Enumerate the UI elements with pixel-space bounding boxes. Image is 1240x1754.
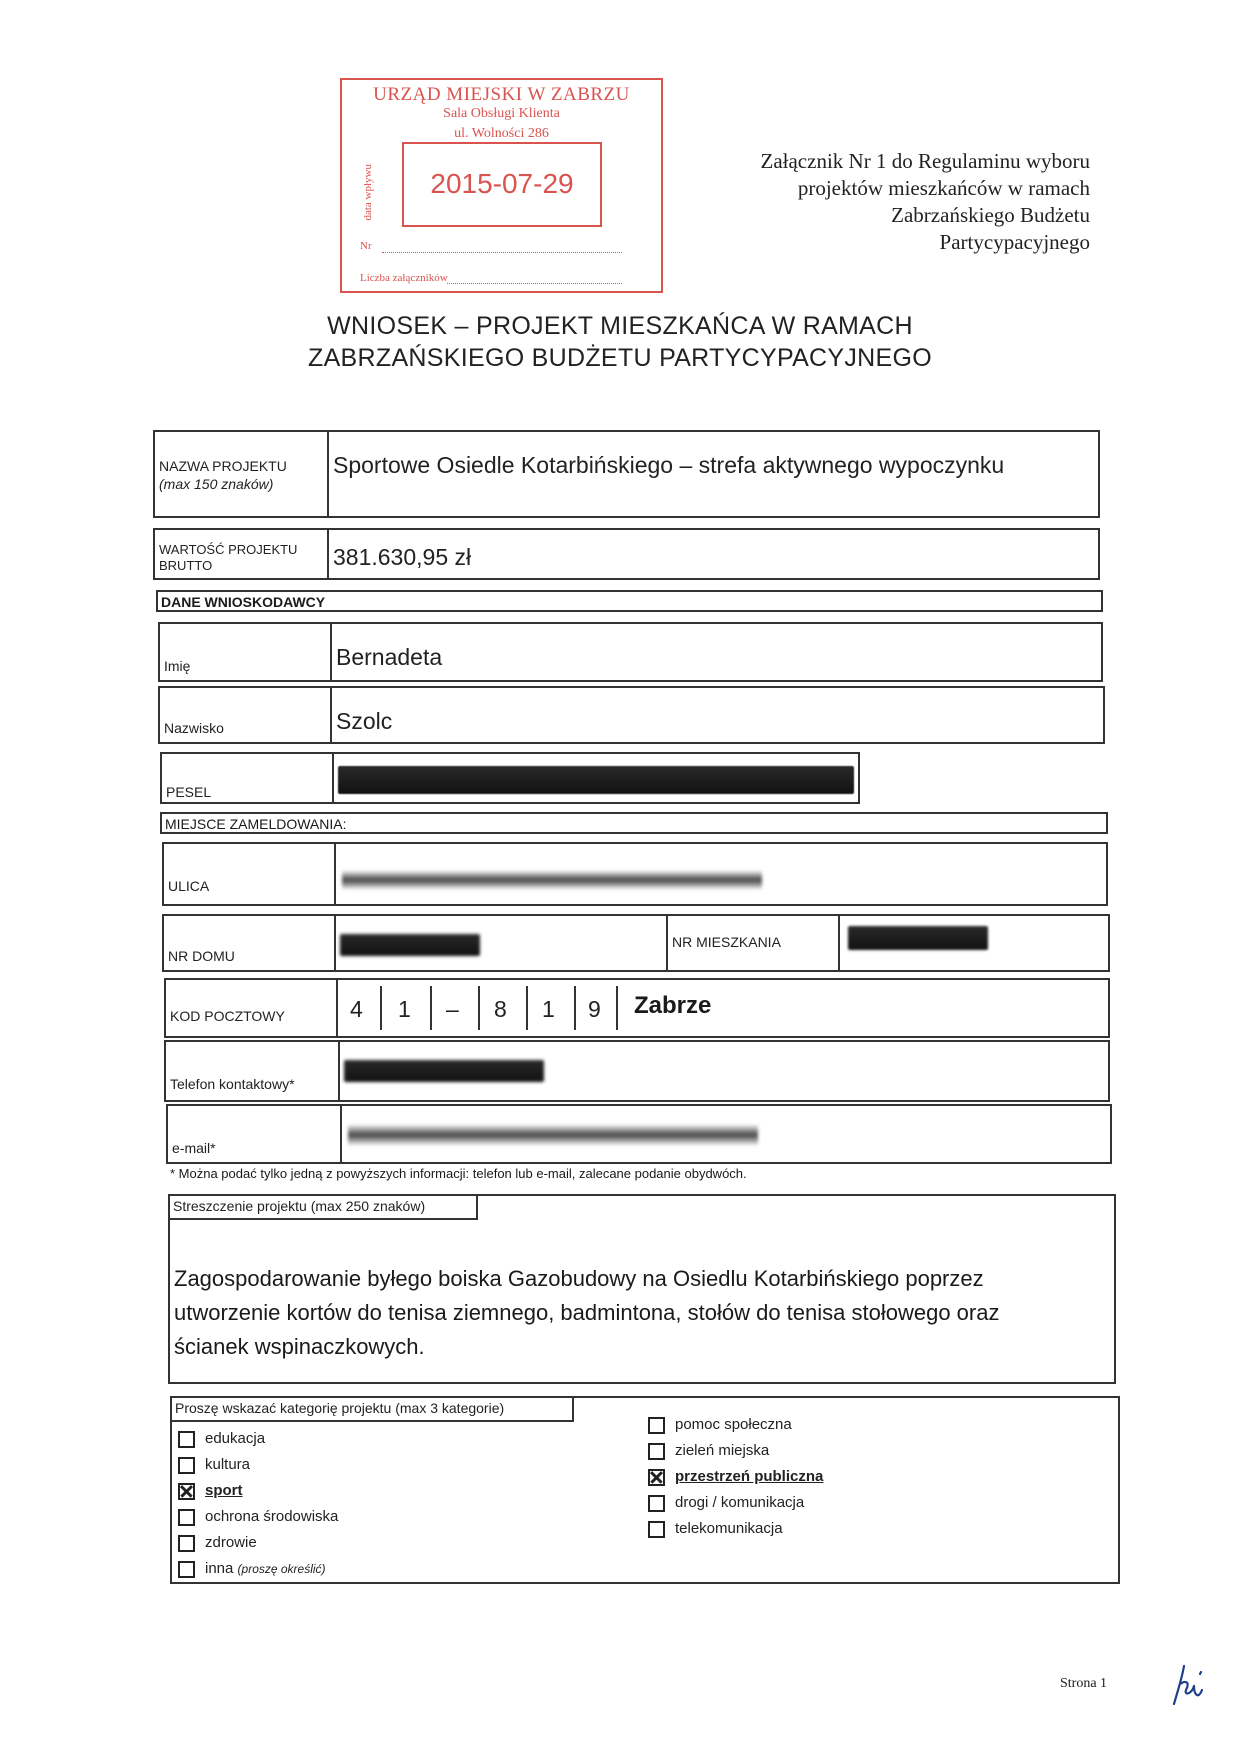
digit-divider: [526, 986, 528, 1030]
residence-section-header: [160, 812, 1108, 834]
digit-divider: [380, 986, 382, 1030]
house-label-cell: [164, 916, 336, 970]
summary-box: [168, 1194, 1116, 1384]
checkbox-icon[interactable]: [178, 1561, 195, 1578]
pesel-row: [160, 752, 860, 804]
checkbox-icon[interactable]: [648, 1521, 665, 1538]
checked-checkbox-icon[interactable]: [648, 1469, 665, 1486]
category-sport[interactable]: sport: [178, 1478, 578, 1504]
page-number: Strona 1: [1060, 1676, 1108, 1691]
attachment-line-3: Zabrzańskiego Budżetu: [891, 203, 1090, 227]
postal-code-label: KOD POCZTOWY: [170, 1008, 285, 1024]
category-zielen-miejska[interactable]: zieleń miejska: [648, 1438, 1048, 1464]
digit-divider: [430, 986, 432, 1030]
pesel-label-cell: [162, 754, 334, 802]
project-name-row: [153, 430, 1100, 518]
project-value-amount[interactable]: 381.630,95 zł: [333, 544, 472, 570]
postal-digit-3[interactable]: 8: [494, 996, 507, 1022]
phone-label: Telefon kontaktowy*: [170, 1076, 295, 1092]
summary-line-3: ścianek wspinaczkowych.: [174, 1334, 425, 1359]
phone-redacted-value: [344, 1060, 544, 1082]
attachment-line-4: Partycypacyjnego: [939, 230, 1090, 254]
stamp-hall: Sala Obsługi Klienta: [443, 106, 560, 121]
postal-label-cell: [166, 980, 338, 1036]
category-edukacja[interactable]: edukacja: [178, 1426, 578, 1452]
city-value[interactable]: Zabrze: [634, 992, 712, 1019]
signature: [1168, 1660, 1208, 1710]
project-value-label-1: WARTOŚĆ PROJEKTU: [159, 542, 298, 557]
applicant-section-header: [156, 590, 1103, 612]
last-name-row: [158, 686, 1105, 744]
last-name-label: Nazwisko: [164, 720, 224, 736]
signature-icon: [1168, 1660, 1208, 1710]
attachment-note: [670, 148, 1090, 256]
project-value-label-2: BRUTTO: [159, 558, 213, 573]
registration-stamp: [340, 78, 663, 293]
contact-footnote: * Można podać tylko jedną z powyższych informacji: telefon lub e-mail, zalecane podanie obydwóch.: [170, 1166, 747, 1181]
project-name-label-cell: [155, 432, 329, 516]
checkbox-icon[interactable]: [178, 1535, 195, 1552]
postal-digit-2[interactable]: 1: [398, 996, 411, 1022]
last-name-value[interactable]: Szolc: [336, 708, 393, 734]
house-number-redacted: [340, 934, 480, 956]
pesel-redacted-value: [338, 766, 854, 794]
summary-text[interactable]: [174, 1262, 1112, 1364]
street-redacted-value: [342, 870, 762, 890]
street-row: [162, 842, 1108, 906]
digit-divider: [478, 986, 480, 1030]
last-name-label-cell: [160, 688, 332, 742]
checkbox-icon[interactable]: [178, 1457, 195, 1474]
residence-section-title: MIEJSCE ZAMELDOWANIA:: [165, 816, 347, 832]
checkbox-icon[interactable]: [178, 1431, 195, 1448]
first-name-label: Imię: [164, 658, 191, 674]
street-label-cell: [164, 844, 336, 904]
house-number-label: NR DOMU: [168, 948, 235, 964]
attachment-line-2: projektów mieszkańców w ramach: [797, 176, 1090, 200]
category-inna[interactable]: inna (proszę określić): [178, 1556, 578, 1582]
category-box: [170, 1396, 1120, 1584]
stamp-attachments-label: Liczba załączników: [360, 272, 448, 284]
category-kultura[interactable]: kultura: [178, 1452, 578, 1478]
stamp-date: 2015-07-29: [430, 168, 574, 199]
postal-code-row: [164, 978, 1110, 1038]
applicant-section-title: DANE WNIOSKODAWCY: [161, 594, 326, 610]
project-name-label: NAZWA PROJEKTU: [159, 458, 287, 474]
postal-code-digits: [338, 986, 638, 1030]
pesel-label: PESEL: [166, 784, 212, 800]
summary-line-2: utworzenie kortów do tenisa ziemnego, badmintona, stołów do tenisa stołowego oraz: [174, 1300, 1000, 1325]
street-label: ULICA: [168, 878, 210, 894]
postal-digit-1[interactable]: 4: [350, 996, 363, 1022]
category-przestrzen-publiczna[interactable]: przestrzeń publiczna: [648, 1464, 1048, 1490]
checkbox-icon[interactable]: [178, 1509, 195, 1526]
checkbox-icon[interactable]: [648, 1443, 665, 1460]
project-name-hint: (max 150 znaków): [159, 476, 274, 492]
phone-row: [164, 1040, 1110, 1102]
project-value-row: [153, 528, 1100, 580]
summary-label-cell: [170, 1196, 478, 1220]
title-line-1: WNIOSEK – PROJEKT MIESZKAŃCA W RAMACH: [327, 312, 913, 340]
title-line-2: ZABRZAŃSKIEGO BUDŻETU PARTYCYPACYJNEGO: [308, 344, 932, 372]
email-row: [166, 1104, 1112, 1164]
stamp-side-label: data wpływu: [362, 164, 374, 221]
category-ochrona-srodowiska[interactable]: ochrona środowiska: [178, 1504, 578, 1530]
summary-label: Streszczenie projektu (max 250 znaków): [173, 1198, 426, 1214]
stamp-attachments-line: [447, 283, 622, 284]
category-list-right: [648, 1412, 1048, 1542]
stamp-nr-line: [382, 252, 622, 253]
email-label: e-mail*: [172, 1140, 216, 1156]
project-value-label-cell: [155, 530, 329, 578]
phone-label-cell: [166, 1042, 340, 1100]
flat-label-cell: [666, 916, 840, 970]
category-drogi-komunikacja[interactable]: drogi / komunikacja: [648, 1490, 1048, 1516]
flat-number-redacted: [848, 926, 988, 950]
checkbox-icon[interactable]: [648, 1417, 665, 1434]
category-list-left: [178, 1426, 578, 1582]
stamp-office: URZĄD MIEJSKI W ZABRZU: [373, 84, 630, 105]
document-title: [0, 310, 1240, 374]
stamp-nr-label: Nr: [360, 240, 372, 252]
category-label-cell: [172, 1398, 574, 1422]
category-pomoc-spoleczna[interactable]: pomoc społeczna: [648, 1412, 1048, 1438]
category-other-hint: (proszę określić): [237, 1562, 326, 1576]
category-label: Proszę wskazać kategorię projektu (max 3 kategorie): [175, 1400, 505, 1416]
summary-line-1: Zagospodarowanie byłego boiska Gazobudowy na Osiedlu Kotarbińskiego poprzez: [174, 1266, 984, 1291]
checked-checkbox-icon[interactable]: [178, 1483, 195, 1500]
email-redacted-value: [348, 1124, 758, 1146]
postal-digit-5[interactable]: 9: [588, 996, 601, 1022]
checkbox-icon[interactable]: [648, 1495, 665, 1512]
first-name-label-cell: [160, 624, 332, 680]
first-name-row: [158, 622, 1103, 682]
digit-divider: [616, 986, 618, 1030]
first-name-value[interactable]: Bernadeta: [336, 644, 443, 670]
attachment-line-1: Załącznik Nr 1 do Regulaminu wyboru: [760, 149, 1090, 173]
email-label-cell: [168, 1106, 342, 1162]
postal-dash: –: [446, 996, 459, 1022]
house-row: [162, 914, 1110, 972]
stamp-address: ul. Wolności 286: [454, 126, 549, 141]
project-name-value[interactable]: Sportowe Osiedle Kotarbińskiego – strefa aktywnego wypoczynku: [333, 452, 1005, 478]
category-zdrowie[interactable]: zdrowie: [178, 1530, 578, 1556]
digit-divider: [574, 986, 576, 1030]
category-telekomunikacja[interactable]: telekomunikacja: [648, 1516, 1048, 1542]
flat-number-label: NR MIESZKANIA: [672, 934, 781, 950]
postal-digit-4[interactable]: 1: [542, 996, 555, 1022]
